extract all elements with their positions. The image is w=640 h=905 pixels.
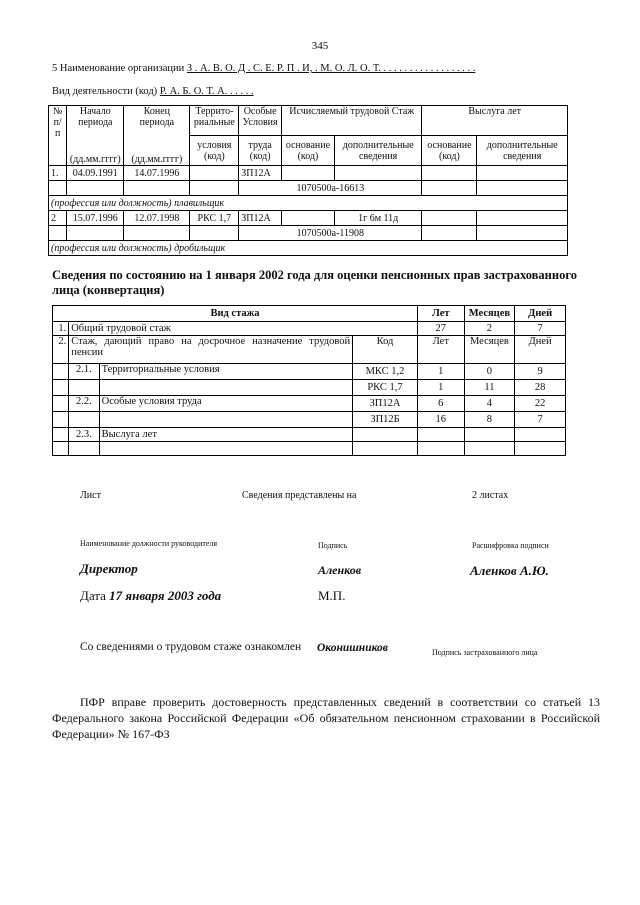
col-calc-header: Исчисляемый трудовой Стаж	[282, 106, 422, 136]
calc-additional-header: дополнительные сведения	[334, 136, 422, 166]
col-start-header: Начало периода	[67, 106, 124, 136]
header-years: Лет	[417, 306, 464, 322]
months: 8	[464, 412, 515, 428]
director-position: Директор	[80, 561, 138, 576]
table-row	[53, 412, 566, 428]
header-days: Дней	[515, 306, 566, 322]
ack-signature: Оконишников	[317, 642, 388, 654]
row-start: 15.07.1996	[67, 211, 124, 226]
months: 11	[464, 380, 515, 396]
table-row	[49, 211, 568, 226]
early-code-header: Код	[353, 336, 418, 364]
page-number: 345	[311, 40, 329, 52]
col-special-header: Особые Условия	[239, 106, 282, 136]
row-num: 2.	[53, 336, 69, 364]
special-code-header: труда (код)	[239, 136, 282, 166]
start-format: (дд.мм.гггг)	[67, 136, 124, 166]
code: ЗП12Б	[353, 412, 418, 428]
days: 9	[515, 364, 566, 380]
days: 7	[515, 412, 566, 428]
early-years-header: Лет	[417, 336, 464, 364]
table-row	[53, 396, 566, 412]
row-territorial	[190, 166, 239, 181]
row-territorial: РКС 1,7	[190, 211, 239, 226]
code: РКС 1,7	[353, 380, 418, 396]
table-row	[49, 166, 568, 181]
row-calc-additional	[334, 166, 422, 181]
sheet-label: Лист	[80, 490, 101, 501]
row-profession: (профессия или должность) плавильщик	[49, 196, 568, 211]
years: 6	[417, 396, 464, 412]
section-title: Сведения по состоянию на 1 января 2002 года для оценки пенсионных прав застрахованного лица (конвертация)	[52, 268, 577, 297]
date-line	[80, 588, 221, 604]
decode-caption: Расшифровка подписи	[472, 541, 549, 550]
years: 1	[417, 364, 464, 380]
row-num: 1.	[53, 322, 69, 336]
row-num: 1.	[49, 166, 67, 181]
ack-signature-caption: Подпись застрахованного лица	[432, 648, 538, 657]
days: 22	[515, 396, 566, 412]
stamp-place: М.П.	[318, 588, 346, 603]
days: 28	[515, 380, 566, 396]
table-row	[53, 428, 566, 442]
special-label: Особые условия труда	[99, 396, 352, 412]
service-label: Выслуга лет	[99, 428, 352, 442]
activity-value: Р. А. Б. О. Т. А. . . . . .	[159, 86, 254, 97]
activity-label: Вид деятельности (код)	[52, 86, 158, 97]
organization-line	[52, 63, 475, 74]
months: 4	[464, 396, 515, 412]
years: 1	[417, 380, 464, 396]
code: МКС 1,2	[353, 364, 418, 380]
row-num: 2	[49, 211, 67, 226]
footer-paragraph: ПФР вправе проверить достоверность представленных сведений в соответствии со статьей 13 Федерального закона Российской Федерации «Об обязательном пенсионном страховании в Российской Федерации» № 167-ФЗ	[52, 695, 600, 741]
years: 16	[417, 412, 464, 428]
row-num: 2.2.	[69, 396, 99, 412]
row-special: ЗП12А	[239, 211, 282, 226]
row-start: 04.09.1991	[67, 166, 124, 181]
code: ЗП12А	[353, 396, 418, 412]
col-service-header: Выслуга лет	[422, 106, 568, 136]
director-decode: Аленков А.Ю.	[470, 563, 549, 578]
row-code: 1070500а-11908	[239, 226, 422, 241]
row-profession: (профессия или должность) дробильщик	[49, 241, 568, 256]
territorial-code-header: условия (код)	[190, 136, 239, 166]
total-label: Общий трудовой стаж	[69, 322, 418, 336]
row-code: 1070500а-16613	[239, 181, 422, 196]
ack-label: Со сведениями о трудовом стаже ознакомлен	[80, 641, 302, 653]
sheet-info: Сведения представлены на	[242, 490, 357, 501]
total-years: 27	[417, 322, 464, 336]
col-end-header: Конец периода	[124, 106, 190, 136]
table-row	[53, 380, 566, 396]
early-months-header: Месяцев	[464, 336, 515, 364]
total-months: 2	[464, 322, 515, 336]
pension-conversion-table	[52, 305, 566, 456]
table-row	[53, 364, 566, 380]
total-days: 7	[515, 322, 566, 336]
early-label: Стаж, дающий право на досрочное назначение трудовой пенсии	[69, 336, 353, 364]
service-basis-header: основание (код)	[422, 136, 477, 166]
calc-basis-header: основание (код)	[282, 136, 335, 166]
activity-line	[52, 86, 254, 97]
position-caption: Наименование должности руководителя	[80, 539, 218, 548]
col-num-header: № п/п	[49, 106, 67, 166]
row-num: 2.3.	[69, 428, 99, 442]
row-calc-additional: 1г 6м 11д	[334, 211, 422, 226]
organization-label: 5 Наименование организации	[52, 63, 185, 74]
row-end: 14.07.1996	[124, 166, 190, 181]
date-value: 17 января 2003 года	[109, 588, 222, 603]
organization-value: З . А. В. О. Д . С. Е. Р. П . И, . М. О. Л. О. Т. . . . . . . . . . . . . . . . . . .	[186, 63, 476, 74]
sheet-count: 2 листах	[472, 490, 509, 501]
row-end: 12.07.1998	[124, 211, 190, 226]
work-periods-table	[48, 105, 568, 256]
director-signature: Аленков	[318, 563, 362, 577]
col-territorial-header: Террито-риальные	[190, 106, 239, 136]
territorial-label: Территориальные условия	[99, 364, 352, 380]
header-type: Вид стажа	[53, 306, 418, 322]
months: 0	[464, 364, 515, 380]
early-days-header: Дней	[515, 336, 566, 364]
row-special: ЗП12А	[239, 166, 282, 181]
signature-caption: Подпись	[318, 541, 348, 550]
row-num: 2.1.	[69, 364, 99, 380]
date-label: Дата	[80, 588, 110, 603]
header-months: Месяцев	[464, 306, 515, 322]
end-format: (дд.мм.гггг)	[124, 136, 190, 166]
service-additional-header: дополнительные сведения	[477, 136, 568, 166]
